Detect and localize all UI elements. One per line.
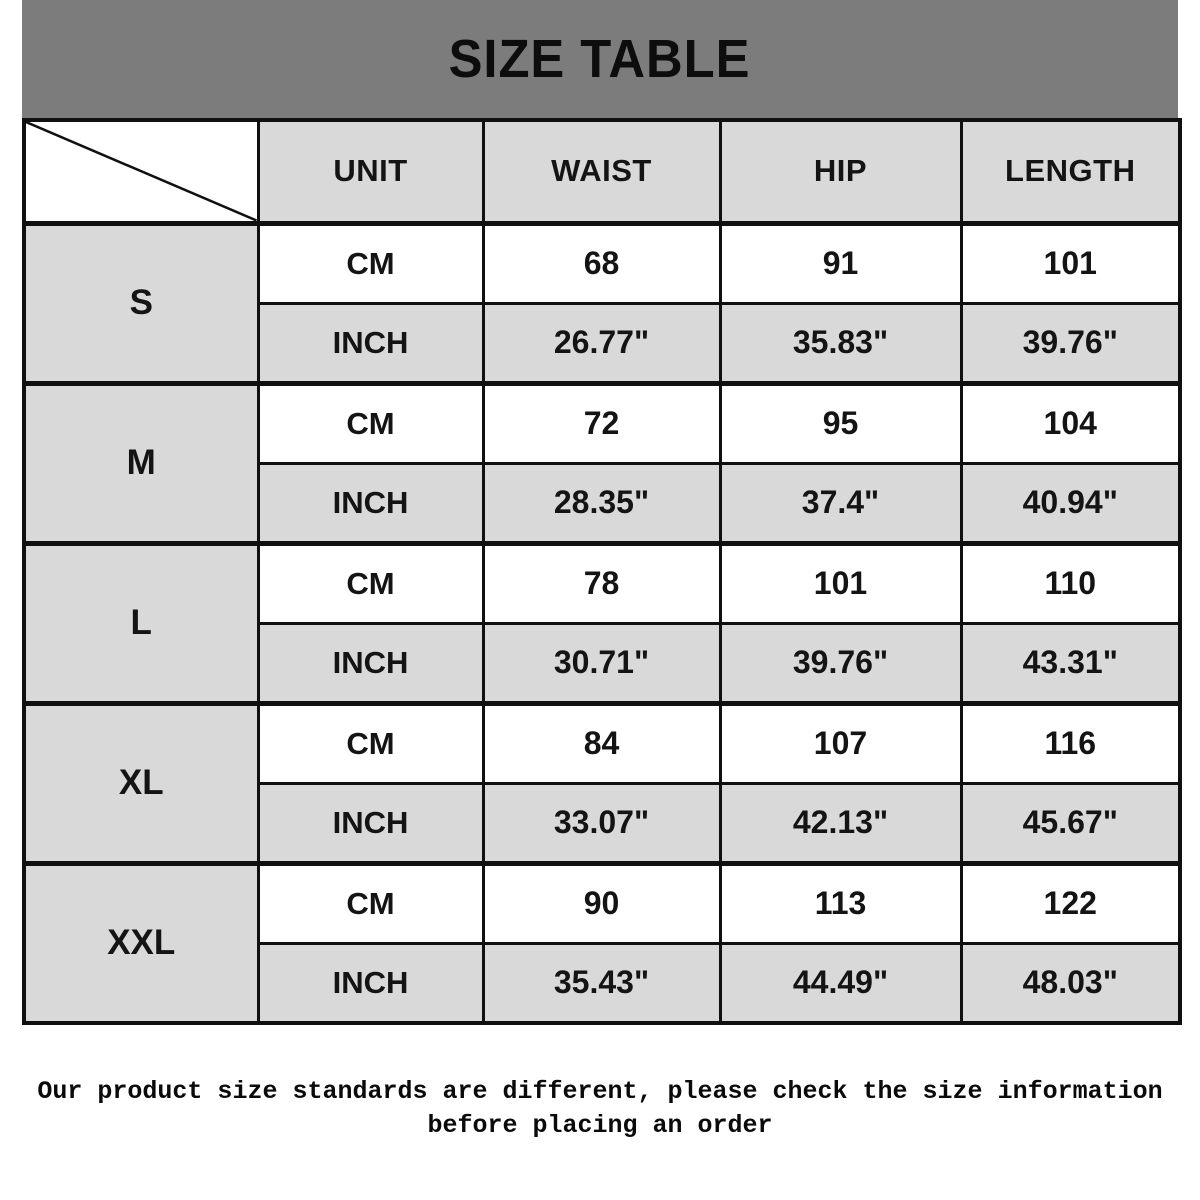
cell-m-cm-length: 104 (961, 383, 1180, 463)
unit-label: INCH (258, 463, 483, 543)
cell-l-inch-waist: 30.71" (483, 623, 720, 703)
unit-label: INCH (258, 943, 483, 1023)
cell-xxl-cm-waist: 90 (483, 863, 720, 943)
note-line-2: before placing an order (427, 1111, 773, 1140)
cell-xxl-inch-length: 48.03" (961, 943, 1180, 1023)
size-label-l: L (24, 543, 258, 703)
cell-xl-cm-length: 116 (961, 703, 1180, 783)
cell-l-inch-hip: 39.76" (720, 623, 961, 703)
size-label-xxl: XXL (24, 863, 258, 1023)
unit-label: CM (258, 383, 483, 463)
cell-xxl-inch-hip: 44.49" (720, 943, 961, 1023)
cell-s-cm-length: 101 (961, 223, 1180, 303)
table-row-m-cm (24, 383, 1180, 463)
cell-xl-cm-waist: 84 (483, 703, 720, 783)
size-disclaimer-note (22, 1075, 1178, 1143)
note-line-1: Our product size standards are different, please check the size information (37, 1077, 1163, 1106)
cell-m-inch-waist: 28.35" (483, 463, 720, 543)
size-table (22, 118, 1182, 1025)
cell-s-cm-hip: 91 (720, 223, 961, 303)
cell-m-cm-hip: 95 (720, 383, 961, 463)
cell-xxl-cm-hip: 113 (720, 863, 961, 943)
cell-l-cm-length: 110 (961, 543, 1180, 623)
size-label-s: S (24, 223, 258, 383)
size-label-xl: XL (24, 703, 258, 863)
column-header-waist: WAIST (483, 120, 720, 223)
cell-s-inch-length: 39.76" (961, 303, 1180, 383)
column-header-hip: HIP (720, 120, 961, 223)
diagonal-line-icon (26, 122, 257, 221)
cell-m-cm-waist: 72 (483, 383, 720, 463)
table-row-xl-cm (24, 703, 1180, 783)
size-label-m: M (24, 383, 258, 543)
cell-l-cm-waist: 78 (483, 543, 720, 623)
column-header-unit: UNIT (258, 120, 483, 223)
table-row-l-cm (24, 543, 1180, 623)
table-row-s-cm (24, 223, 1180, 303)
cell-xl-inch-waist: 33.07" (483, 783, 720, 863)
table-header-row (24, 120, 1180, 223)
unit-label: INCH (258, 623, 483, 703)
column-header-length: LENGTH (961, 120, 1180, 223)
cell-xxl-inch-waist: 35.43" (483, 943, 720, 1023)
cell-s-inch-waist: 26.77" (483, 303, 720, 383)
cell-xxl-cm-length: 122 (961, 863, 1180, 943)
unit-label: INCH (258, 783, 483, 863)
cell-m-inch-length: 40.94" (961, 463, 1180, 543)
cell-l-inch-length: 43.31" (961, 623, 1180, 703)
title-banner (22, 0, 1178, 118)
unit-label: CM (258, 703, 483, 783)
cell-xl-cm-hip: 107 (720, 703, 961, 783)
unit-label: CM (258, 543, 483, 623)
cell-m-inch-hip: 37.4" (720, 463, 961, 543)
cell-xl-inch-hip: 42.13" (720, 783, 961, 863)
page-title: SIZE TABLE (449, 29, 751, 89)
cell-s-inch-hip: 35.83" (720, 303, 961, 383)
unit-label: INCH (258, 303, 483, 383)
unit-label: CM (258, 863, 483, 943)
cell-xl-inch-length: 45.67" (961, 783, 1180, 863)
unit-label: CM (258, 223, 483, 303)
corner-cell (24, 120, 258, 223)
table-row-xxl-cm (24, 863, 1180, 943)
cell-l-cm-hip: 101 (720, 543, 961, 623)
cell-s-cm-waist: 68 (483, 223, 720, 303)
